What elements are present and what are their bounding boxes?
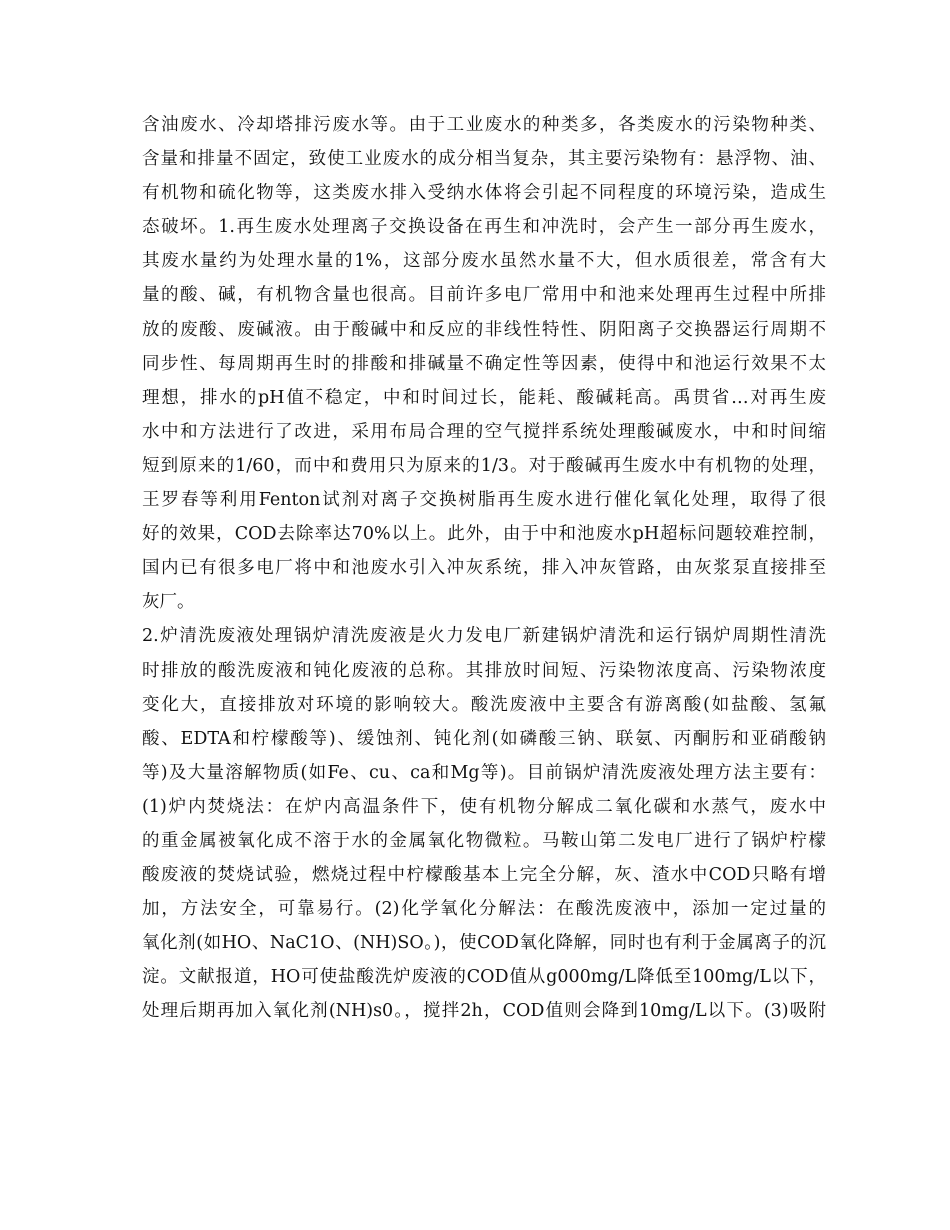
text-line: 放的废酸、废碱液。由于酸碱中和反应的非线性特性、阴阳离子交换器运行周期不 — [142, 319, 826, 340]
text-line: 有机物和硫化物等，这类废水排入受纳水体将会引起不同程度的环境污染，造成生 — [142, 183, 826, 204]
text-line: 酸废液的焚烧试验，燃烧过程中柠檬酸基本上完全分解，灰、渣水中COD只略有增 — [142, 865, 826, 886]
body-text — [142, 108, 826, 1029]
text-line: 水中和方法进行了改进，采用布局合理的空气搅拌系统处理酸碱废水，中和时间缩 — [142, 421, 826, 442]
text-line: 酸、EDTA和柠檬酸等)、缓蚀剂、钝化剂(如磷酸三钠、联氨、丙酮肟和亚硝酸钠 — [142, 728, 826, 749]
text-line: 2.炉清洗废液处理锅炉清洗废液是火力发电厂新建锅炉清洗和运行锅炉周期性清洗 — [142, 626, 826, 647]
text-line: 加，方法安全，可靠易行。(2)化学氧化分解法：在酸洗废液中，添加一定过量的 — [142, 899, 826, 920]
text-line: 时排放的酸洗废液和钝化废液的总称。其排放时间短、污染物浓度高、污染物浓度 — [142, 660, 826, 681]
text-line: 好的效果，COD去除率达70%以上。此外，由于中和池废水pH超标问题较难控制， — [142, 524, 826, 545]
text-line: 理想，排水的pH值不稳定，中和时间过长，能耗、酸碱耗高。禹贯省…对再生废 — [142, 387, 826, 408]
text-line: 含油废水、冷却塔排污废水等。由于工业废水的种类多，各类废水的污染物种类、 — [142, 115, 826, 135]
text-line: 国内已有很多电厂将中和池废水引入冲灰系统，排入冲灰管路，由灰浆泵直接排至 — [142, 558, 826, 579]
text-line: 其废水量约为处理水量的1%，这部分废水虽然水量不大，但水质很差，常含有大 — [142, 251, 826, 272]
text-line: 变化大，直接排放对环境的影响较大。酸洗废液中主要含有游离酸(如盐酸、氢氟 — [142, 694, 826, 715]
text-line: (1)炉内焚烧法：在炉内高温条件下，使有机物分解成二氧化碳和水蒸气，废水中 — [142, 796, 826, 817]
text-line: 氧化剂(如HO、NaC1O、(NH)SO。)，使COD氧化降解，同时也有利于金属离子的沉 — [142, 933, 826, 954]
text-line: 短到原来的1/60，而中和费用只为原来的1/3。对于酸碱再生废水中有机物的处理， — [142, 455, 826, 476]
text-line: 王罗春等利用Fenton试剂对离子交换树脂再生废水进行催化氧化处理，取得了很 — [142, 490, 826, 511]
text-line: 处理后期再加入氧化剂(NH)s0。，搅拌2h，COD值则会降到10mg/L以下。(3)吸附 — [142, 1001, 826, 1022]
text-line: 含量和排量不固定，致使工业废水的成分相当复杂，其主要污染物有：悬浮物、油、 — [142, 149, 826, 170]
text-line: 淀。文献报道，HO可使盐酸洗炉废液的COD值从g000mg/L降低至100mg/L以下， — [142, 967, 826, 988]
text-line: 同步性、每周期再生时的排酸和排碱量不确定性等因素，使得中和池运行效果不太 — [142, 353, 826, 374]
text-line: 等)及大量溶解物质(如Fe、cu、ca和Mg等)。目前锅炉清洗废液处理方法主要有： — [142, 762, 826, 783]
text-line: 态破坏。1.再生废水处理离子交换设备在再生和冲洗时，会产生一部分再生废水， — [142, 217, 826, 238]
text-line: 灰厂。 — [142, 592, 195, 613]
text-line: 的重金属被氧化成不溶于水的金属氧化物微粒。马鞍山第二发电厂进行了锅炉柠檬 — [142, 830, 826, 851]
text-line: 量的酸、碱，有机物含量也很高。目前许多电厂常用中和池来处理再生过程中所排 — [142, 285, 826, 306]
